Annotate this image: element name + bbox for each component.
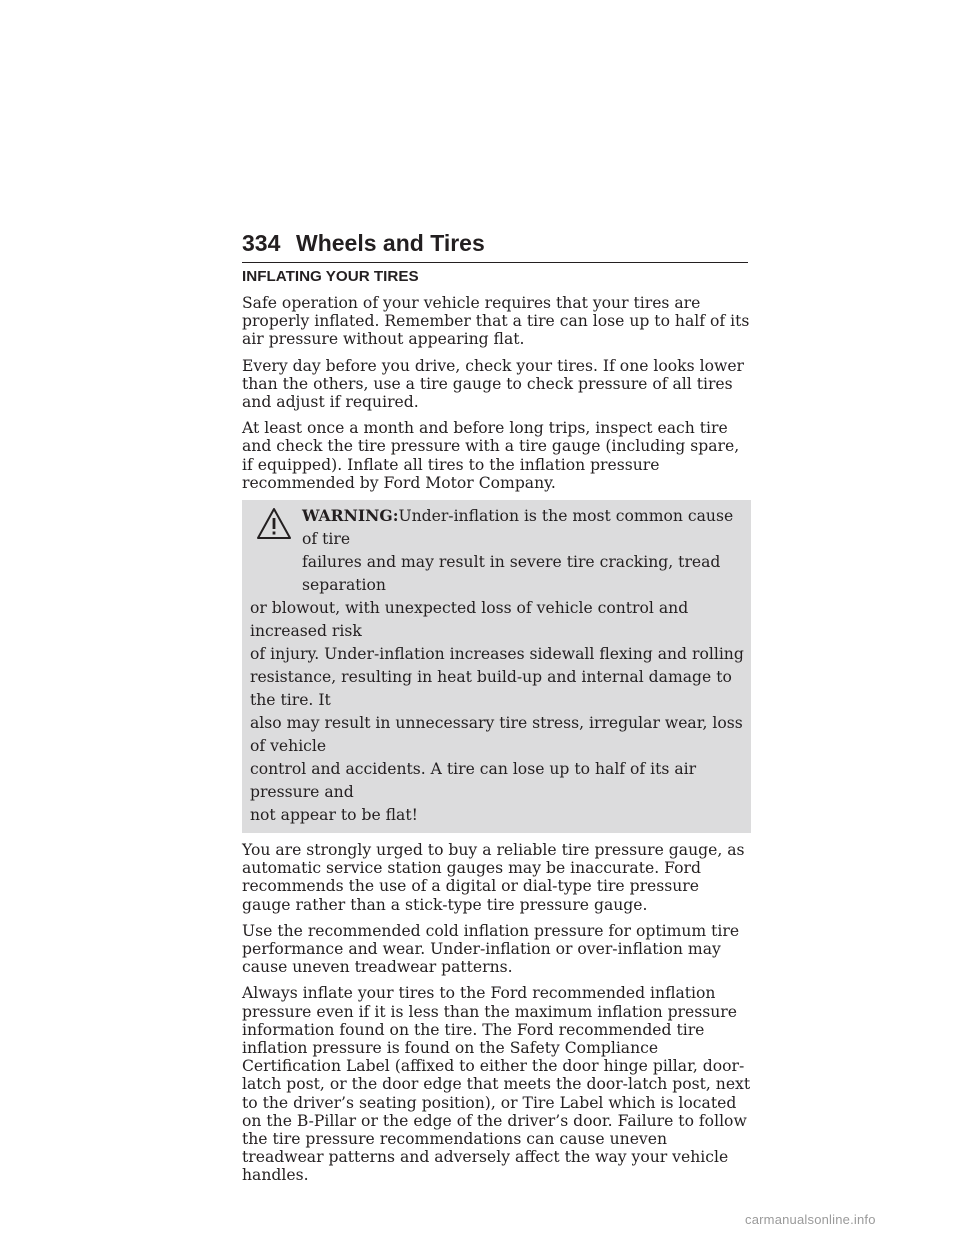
- warning-line: not appear to be flat!: [250, 806, 418, 825]
- warning-label: WARNING:: [302, 506, 399, 526]
- watermark: carmanualsonline.info: [745, 1212, 876, 1227]
- warning-line: resistance, resulting in heat build-up and internal damage to the tire. It: [250, 668, 732, 710]
- chapter-title: Wheels and Tires: [296, 230, 485, 256]
- paragraph: Safe operation of your vehicle requires that your tires are properly inflated. Remember that a tire can lose up to half of its air pressure without appearing flat.: [242, 294, 750, 349]
- paragraph: Every day before you drive, check your tires. If one looks lower than the others, use a tire gauge to check pressure of all tires and adjust if required.: [242, 356, 744, 412]
- warning-line: of injury. Under-inflation increases sidewall flexing and rolling: [250, 645, 744, 664]
- warning-line: failures and may result in severe tire cracking, tread separation: [302, 553, 721, 595]
- page-header: [242, 228, 748, 263]
- warning-header: [250, 504, 745, 597]
- warning-triangle-icon: [256, 507, 292, 541]
- section-heading: INFLATING YOUR TIRES: [242, 268, 419, 285]
- page-number: 334: [242, 230, 281, 256]
- warning-line-text: Under-inflation is the most common cause of tire: [302, 507, 734, 549]
- page-content: [242, 268, 752, 1193]
- warning-line: control and accidents. A tire can lose up to half of its air pressure and: [250, 760, 697, 802]
- paragraph: You are strongly urged to buy a reliable tire pressure gauge, as automatic service station gauges may be inaccurate. Ford recommends the use of a digital or dial-type tire pressure gauge rather than a stick-type tire pressure gauge.: [242, 841, 745, 914]
- warning-lead: [302, 504, 745, 597]
- paragraph: Always inflate your tires to the Ford recommended inflation pressure even if it is less than the maximum inflation pressure information found on the tire. The Ford recommended tire inflation pressure is found on the Safety Compliance Certification Label (affixed to either the door hinge pillar, door-latch post, or the door edge that meets the door-latch post, next to the driver’s seating position), or Tire Label which is located on the B-Pillar or the edge of the driver’s door. Failure to follow the tire pressure recommendations can cause uneven treadwear patterns and adversely affect the way your vehicle handles.: [242, 984, 751, 1185]
- warning-line: [302, 504, 745, 551]
- paragraph: At least once a month and before long trips, inspect each tire and check the tire pressure with a tire gauge (including spare, if equipped). Inflate all tires to the inflation pressure recommended by Ford Motor Company.: [242, 419, 740, 492]
- warning-box: [242, 500, 751, 833]
- warning-line: also may result in unnecessary tire stress, irregular wear, loss of vehicle: [250, 714, 743, 756]
- paragraph: Use the recommended cold inflation pressure for optimum tire performance and wear. Under-inflation or over-inflation may cause uneven treadwear patterns.: [242, 921, 740, 977]
- warning-line: or blowout, with unexpected loss of vehicle control and increased risk: [250, 599, 689, 641]
